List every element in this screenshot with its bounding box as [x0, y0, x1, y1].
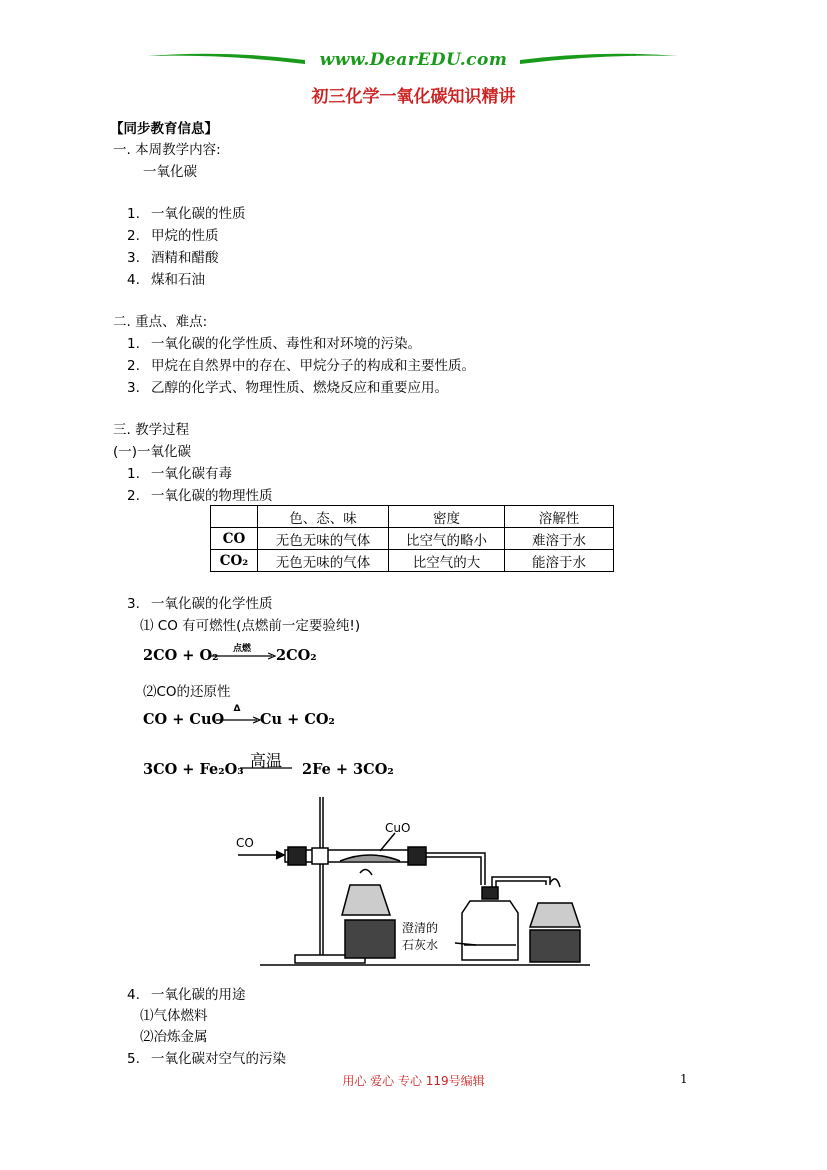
- table-row: [211, 528, 614, 550]
- property-table: [210, 505, 614, 572]
- diagram-water-label-2: 石灰水: [402, 938, 439, 952]
- site-url: www.DearEDU.com: [319, 50, 508, 70]
- list-item: 4. 一氧化碳的用途: [127, 987, 246, 1003]
- part3-sub: (一)一氧化碳: [113, 444, 192, 460]
- part2-heading: 二. 重点、难点:: [113, 314, 208, 330]
- table-cell: 能溶于水: [505, 550, 614, 572]
- equation-line: [240, 767, 294, 770]
- list-item: 2. 甲烷的性质: [127, 228, 219, 244]
- equation-3-left: 3CO + Fe₂O₃: [143, 761, 244, 778]
- page-title: 初三化学一氧化碳知识精讲: [311, 87, 516, 107]
- equation-1-condition: 点燃: [232, 644, 251, 654]
- list-item: 5. 一氧化碳对空气的污染: [127, 1051, 286, 1067]
- equation-1-right: 2CO₂: [276, 647, 317, 664]
- list-item: 3. 乙醇的化学式、物理性质、燃烧反应和重要应用。: [127, 380, 448, 396]
- list-item: 1. 一氧化碳有毒: [127, 466, 232, 482]
- use-item: ⑴气体燃料: [140, 1008, 208, 1024]
- table-cell: CO: [211, 528, 258, 550]
- table-header: 密度: [389, 506, 505, 528]
- list-item: 1. 一氧化碳的化学性质、毒性和对环境的污染。: [127, 336, 421, 352]
- list-item: 3. 酒精和醋酸: [127, 250, 219, 266]
- part3-heading: 三. 教学过程: [113, 422, 190, 438]
- use-item: ⑵冶炼金属: [140, 1029, 208, 1045]
- property-reduction: ⑵CO的还原性: [143, 684, 231, 700]
- arrow-icon: [210, 652, 276, 660]
- equation-2-condition: Δ: [233, 704, 241, 714]
- list-item: 3. 一氧化碳的化学性质: [127, 596, 273, 612]
- property-combustibility: ⑴ CO 有可燃性(点燃前一定要验纯!): [140, 618, 361, 634]
- equation-1-left: 2CO + O₂: [143, 647, 219, 664]
- table-header: 溶解性: [505, 506, 614, 528]
- diagram-cuo-label: CuO: [385, 821, 411, 835]
- table-header: 色、态、味: [258, 506, 389, 528]
- equation-3-condition: 高温: [249, 751, 282, 770]
- part1-topic: 一氧化碳: [143, 164, 197, 180]
- table-cell: 难溶于水: [505, 528, 614, 550]
- list-item: 2. 一氧化碳的物理性质: [127, 488, 273, 504]
- table-cell: 无色无味的气体: [258, 550, 389, 572]
- arrow-icon: [216, 716, 261, 724]
- diagram-co-label: CO: [236, 836, 254, 850]
- equation-2-right: Cu + CO₂: [260, 711, 335, 728]
- page-number: 1: [680, 1072, 688, 1086]
- list-item: 4. 煤和石油: [127, 272, 205, 288]
- footer-text: 用心 爱心 专心 119号编辑: [342, 1074, 485, 1088]
- equation-3-right: 2Fe + 3CO₂: [302, 761, 394, 778]
- table-row: [211, 550, 614, 572]
- table-cell: CO₂: [211, 550, 258, 572]
- equation-2-left: CO + CuO: [143, 711, 225, 728]
- table-cell: 比空气的大: [389, 550, 505, 572]
- table-cell: 无色无味的气体: [258, 528, 389, 550]
- part1-heading: 一. 本周教学内容:: [113, 142, 221, 158]
- list-item: 1. 一氧化碳的性质: [127, 206, 246, 222]
- table-cell: [211, 506, 258, 528]
- diagram-water-label-1: 澄清的: [402, 921, 439, 935]
- table-cell: 比空气的略小: [389, 528, 505, 550]
- info-heading: 【同步教育信息】: [110, 121, 218, 137]
- list-item: 2. 甲烷在自然界中的存在、甲烷分子的构成和主要性质。: [127, 358, 475, 374]
